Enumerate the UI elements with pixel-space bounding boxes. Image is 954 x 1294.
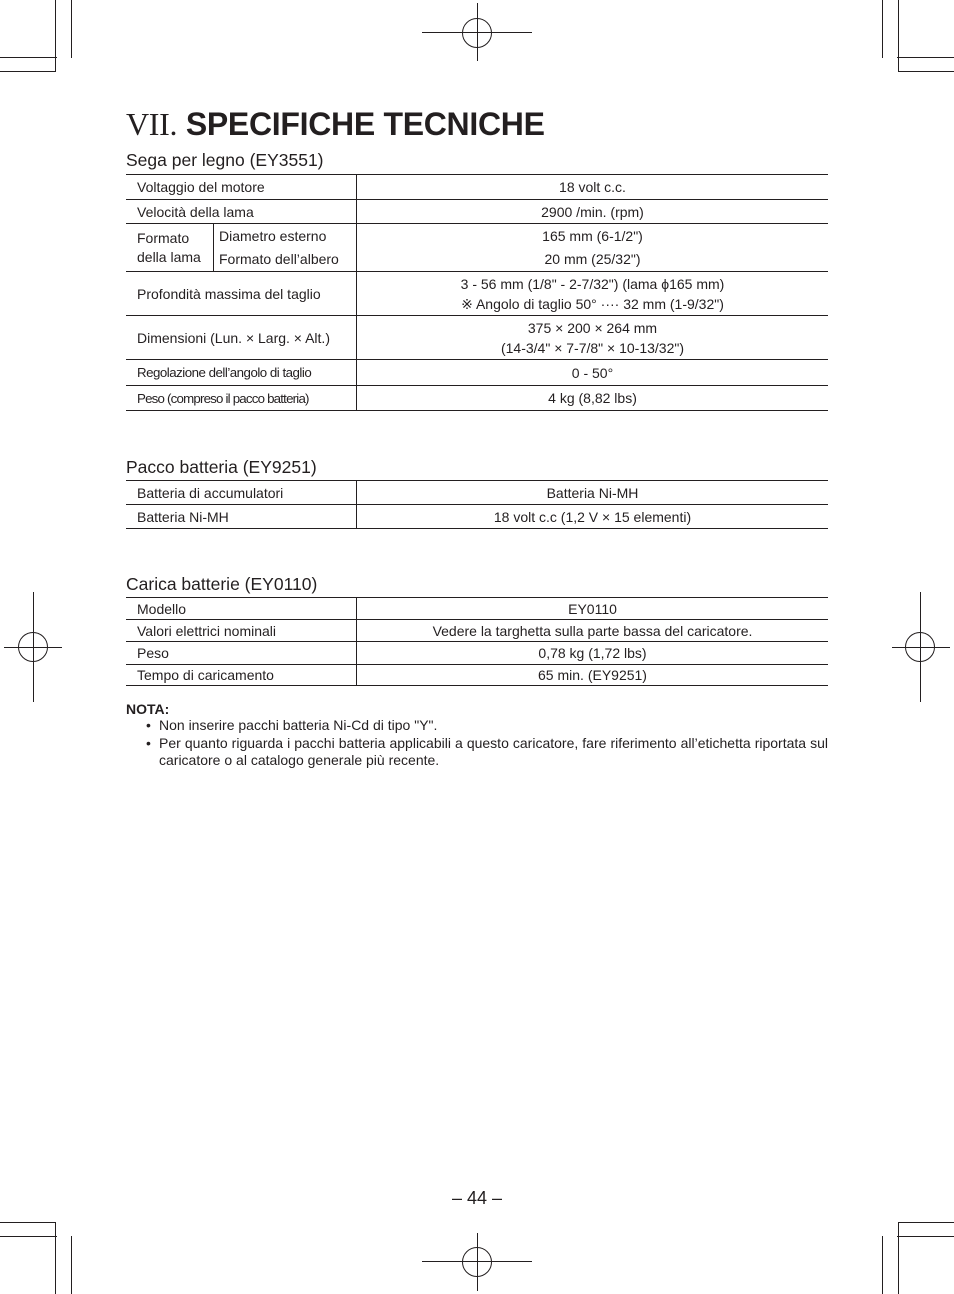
battery-spec-table [126,480,828,529]
table-row [126,481,828,505]
depth-label: Profondità massima del taglio [126,272,357,316]
table-row [126,642,828,665]
dimensions-value-line1: 375 × 200 × 264 mm [527,319,658,336]
table-row [126,360,828,386]
bevel-value: 0 - 50° [357,360,829,386]
table-row [126,598,828,620]
battery-row-label: Batteria Ni-MH [126,505,357,529]
blade-outer-label: Diametro esterno [214,224,357,248]
blade-label: Formato della lama [126,224,214,272]
page-number: – 44 – [451,1188,503,1208]
battery-subtitle: Pacco batteria (EY9251) [126,457,317,477]
weight-label: Peso (compreso il pacco batteria) [126,386,357,411]
battery-row-value: 18 volt c.c (1,2 V × 15 elementi) [357,505,829,529]
bullet-icon: • [146,717,151,733]
charger-subtitle: Carica batterie (EY0110) [126,574,318,594]
table-row [126,316,828,360]
charger-row-label: Modello [126,598,357,620]
battery-row-label: Batteria di accumulatori [126,481,357,505]
dimensions-value-line2: (14-3/4" × 7-7/8" × 10-13/32") [500,339,685,356]
table-row [126,175,828,200]
table-row [126,620,828,642]
blade-outer-value: 165 mm (6-1/2") [357,224,829,248]
table-row [126,505,828,529]
saw-subtitle: Sega per legno (EY3551) [126,150,324,170]
table-row [126,272,828,316]
table-row [126,386,828,411]
saw-spec-table [126,174,828,411]
charger-row-value: Vedere la targhetta sulla parte bassa del caricatore. [357,620,829,642]
table-row [126,248,828,272]
speed-label: Velocità della lama [126,200,357,224]
depth-value-line2: ※ Angolo di taglio 50° ···· 32 mm (1-9/32") [461,295,724,312]
charger-row-value: 65 min. (EY9251) [357,665,829,686]
charger-row-label: Valori elettrici nominali [126,620,357,642]
charger-row-value: EY0110 [357,598,829,620]
voltage-label: Voltaggio del motore [126,175,357,200]
battery-row-value: Batteria Ni-MH [357,481,829,505]
bullet-icon: • [146,735,151,751]
charger-row-label: Tempo di caricamento [126,665,357,686]
nota-item-text: Per quanto riguarda i pacchi batteria applicabili a questo caricatore, fare riferimento all’etichetta riportata sul caricatore o al catalogo generale più recente. [159,735,828,768]
nota-item [146,717,828,734]
nota-label: NOTA: [126,701,170,717]
dimensions-label: Dimensioni (Lun. × Larg. × Alt.) [126,316,357,360]
speed-value: 2900 /min. (rpm) [357,200,829,224]
nota-item-text: Non inserire pacchi batteria Ni-Cd di tipo "Y". [159,717,438,733]
depth-value-line1: 3 - 56 mm (1/8" - 2-7/32") (lama ϕ165 mm) [460,275,725,292]
voltage-value: 18 volt c.c. [357,175,829,200]
blade-arbor-value: 20 mm (25/32") [357,248,829,272]
table-row [126,665,828,686]
page-title [126,106,545,143]
table-row [126,224,828,248]
weight-value: 4 kg (8,82 lbs) [357,386,829,411]
charger-row-value: 0,78 kg (1,72 lbs) [357,642,829,665]
charger-spec-table [126,597,828,686]
table-row [126,200,828,224]
charger-row-label: Peso [126,642,357,665]
section-number: VII. [126,106,178,142]
nota-item [146,735,828,769]
bevel-label: Regolazione dell’angolo di taglio [126,360,357,386]
blade-arbor-label: Formato dell’albero [214,248,357,272]
section-title: SPECIFICHE TECNICHE [185,106,545,142]
